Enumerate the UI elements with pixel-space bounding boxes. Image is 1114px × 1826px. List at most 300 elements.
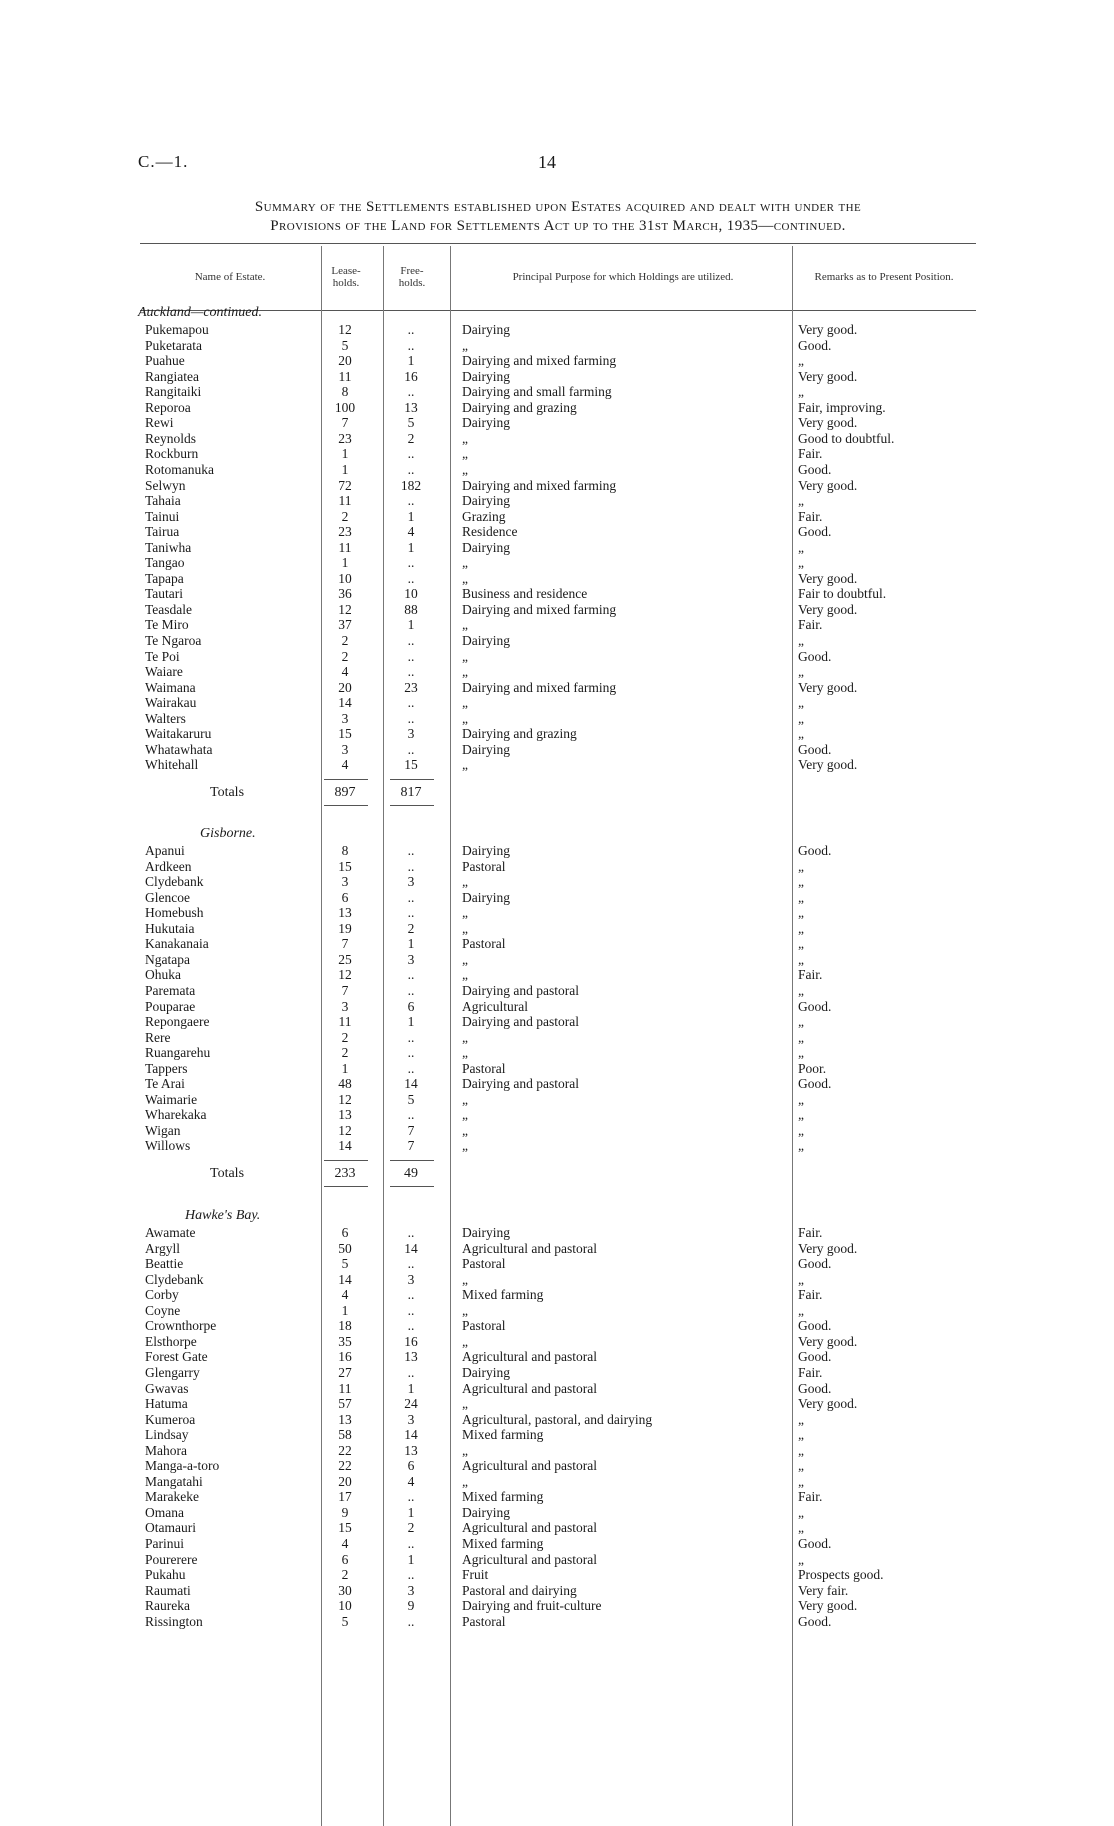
- remarks-cell: „: [798, 1411, 804, 1427]
- estate-name: Pukemapou: [145, 322, 209, 337]
- remarks-cell: Good.: [798, 1380, 832, 1396]
- estate-name: Clydebank: [145, 1271, 204, 1287]
- purpose-cell: „: [462, 1122, 468, 1138]
- header-purpose: Principal Purpose for which Holdings are utilized.: [512, 271, 734, 283]
- estate-name: Forest Gate: [145, 1349, 208, 1365]
- estate-name: Tainui: [145, 508, 180, 524]
- remarks-cell: „: [798, 951, 804, 967]
- estate-name: Mahora: [145, 1442, 187, 1458]
- estate-name: Rere: [145, 1029, 171, 1045]
- freeholds-cell: ..: [407, 1364, 415, 1380]
- section-heading: Gisborne.: [200, 826, 256, 841]
- leaseholds-cell: 23: [338, 524, 352, 540]
- estate-name: Wigan: [145, 1122, 181, 1138]
- remarks-cell: Good.: [798, 741, 832, 757]
- remarks-cell: Fair.: [798, 1489, 823, 1505]
- freeholds-cell: ..: [407, 1536, 415, 1551]
- section-heading: Auckland—continued.: [138, 305, 263, 320]
- estate-name: Elsthorpe: [145, 1333, 197, 1349]
- leaseholds-cell: 14: [338, 1138, 352, 1154]
- totals-rule: [390, 779, 434, 780]
- freeholds-cell: ..: [407, 1302, 415, 1318]
- freeholds-cell: ..: [407, 1287, 415, 1303]
- freeholds-cell: 5: [407, 1091, 415, 1107]
- purpose-cell: „: [462, 951, 468, 967]
- freeholds-cell: 6: [407, 998, 415, 1014]
- remarks-cell: „: [798, 633, 804, 648]
- leaseholds-cell: 6: [341, 889, 349, 905]
- leaseholds-cell: 4: [341, 664, 349, 680]
- remarks-cell: Fair to doubtful.: [798, 586, 887, 602]
- leaseholds-cell: 2: [341, 1029, 349, 1045]
- purpose-cell: Dairying: [462, 633, 510, 648]
- leaseholds-cell: 8: [341, 384, 349, 400]
- remarks-cell: Very good.: [798, 477, 858, 493]
- freeholds-cell: ..: [407, 1318, 415, 1334]
- remarks-cell: Good.: [798, 1536, 832, 1551]
- purpose-cell: „: [462, 337, 468, 353]
- totals-free: 49: [404, 1166, 418, 1181]
- leaseholds-cell: 18: [338, 1318, 352, 1334]
- remarks-cell: „: [798, 1504, 804, 1520]
- purpose-cell: „: [462, 710, 468, 726]
- freeholds-cell: 13: [404, 399, 418, 415]
- remarks-cell: „: [798, 874, 804, 890]
- leaseholds-cell: 17: [338, 1489, 352, 1505]
- estate-name: Tahaia: [145, 493, 181, 509]
- purpose-cell: „: [462, 1473, 468, 1489]
- leaseholds-cell: 100: [334, 399, 356, 415]
- leaseholds-cell: 4: [341, 1536, 349, 1551]
- purpose-cell: Dairying: [462, 539, 510, 555]
- purpose-cell: Dairying: [462, 322, 510, 337]
- purpose-cell: Pastoral: [462, 1613, 506, 1629]
- leaseholds-cell: 30: [338, 1582, 352, 1598]
- remarks-cell: Prospects good.: [798, 1567, 884, 1583]
- purpose-cell: „: [462, 617, 468, 633]
- purpose-cell: „: [462, 555, 468, 571]
- purpose-cell: „: [462, 1107, 468, 1123]
- remarks-cell: Good.: [798, 1349, 832, 1365]
- purpose-cell: „: [462, 905, 468, 921]
- freeholds-cell: 3: [407, 874, 415, 890]
- estate-name: Whatawhata: [145, 741, 213, 757]
- totals-rule: [324, 805, 368, 806]
- freeholds-cell: 1: [407, 539, 415, 555]
- leaseholds-cell: 2: [341, 508, 349, 524]
- remarks-cell: „: [798, 493, 804, 509]
- remarks-cell: Very good.: [798, 570, 858, 586]
- freeholds-cell: 2: [407, 1520, 415, 1536]
- remarks-cell: „: [798, 1427, 804, 1443]
- leaseholds-cell: 25: [338, 951, 352, 967]
- remarks-cell: Fair.: [798, 446, 823, 462]
- freeholds-cell: ..: [407, 967, 415, 983]
- freeholds-cell: 16: [404, 1333, 418, 1349]
- freeholds-cell: ..: [407, 461, 415, 477]
- estate-name: Reynolds: [145, 430, 197, 446]
- estate-name: Te Ngaroa: [145, 633, 202, 648]
- purpose-cell: „: [462, 1333, 468, 1349]
- leaseholds-cell: 27: [338, 1364, 352, 1380]
- purpose-cell: Dairying: [462, 1504, 510, 1520]
- leaseholds-cell: 2: [341, 1045, 349, 1061]
- purpose-cell: Dairying: [462, 741, 510, 757]
- remarks-cell: Very good.: [798, 1333, 858, 1349]
- freeholds-cell: 1: [407, 1551, 415, 1567]
- estate-name: Apanui: [145, 843, 185, 858]
- remarks-cell: „: [798, 1029, 804, 1045]
- freeholds-cell: ..: [407, 741, 415, 757]
- leaseholds-cell: 10: [338, 570, 352, 586]
- leaseholds-cell: 1: [341, 446, 349, 462]
- freeholds-cell: 23: [404, 679, 418, 695]
- remarks-cell: Good.: [798, 1076, 832, 1092]
- leaseholds-cell: 11: [338, 1380, 352, 1396]
- leaseholds-cell: 20: [338, 353, 352, 369]
- freeholds-cell: 5: [407, 415, 415, 431]
- estate-name: Raureka: [145, 1598, 190, 1614]
- leaseholds-cell: 22: [338, 1458, 352, 1474]
- leaseholds-cell: 22: [338, 1442, 352, 1458]
- estate-name: Tapapa: [145, 570, 184, 586]
- remarks-cell: Very good.: [798, 1240, 858, 1256]
- purpose-cell: Dairying: [462, 415, 510, 431]
- estate-name: Ohuka: [145, 967, 181, 983]
- freeholds-cell: ..: [407, 384, 415, 400]
- totals-rule: [390, 1160, 434, 1161]
- table-top-rule: [140, 243, 976, 244]
- remarks-cell: „: [798, 905, 804, 921]
- freeholds-cell: 3: [407, 1582, 415, 1598]
- remarks-cell: „: [798, 353, 804, 369]
- purpose-cell: Fruit: [462, 1567, 489, 1583]
- leaseholds-cell: 20: [338, 679, 352, 695]
- section-heading: Hawke's Bay.: [185, 1208, 261, 1223]
- remarks-cell: „: [798, 1122, 804, 1138]
- purpose-cell: Pastoral: [462, 858, 506, 874]
- freeholds-cell: ..: [407, 982, 415, 998]
- estate-name: Coyne: [145, 1302, 181, 1318]
- estate-name: Te Arai: [145, 1076, 185, 1092]
- freeholds-cell: 1: [407, 1380, 415, 1396]
- remarks-cell: „: [798, 1551, 804, 1567]
- purpose-cell: Dairying and mixed farming: [462, 601, 617, 617]
- remarks-cell: „: [798, 1473, 804, 1489]
- purpose-cell: Dairying and small farming: [462, 384, 612, 400]
- leaseholds-cell: 4: [341, 757, 349, 773]
- leaseholds-cell: 3: [341, 998, 349, 1014]
- freeholds-cell: ..: [407, 648, 415, 664]
- freeholds-cell: 9: [407, 1598, 415, 1614]
- estate-name: Puahue: [145, 353, 185, 369]
- freeholds-cell: 3: [407, 1271, 415, 1287]
- remarks-cell: „: [798, 384, 804, 400]
- estate-name: Kanakanaia: [145, 936, 209, 952]
- leaseholds-cell: 5: [341, 337, 349, 353]
- remarks-cell: „: [798, 858, 804, 874]
- purpose-cell: „: [462, 1302, 468, 1318]
- estate-name: Rissington: [145, 1613, 203, 1629]
- freeholds-cell: ..: [407, 322, 415, 337]
- purpose-cell: Agricultural and pastoral: [462, 1520, 597, 1536]
- purpose-cell: Business and residence: [462, 586, 588, 602]
- freeholds-cell: 88: [404, 601, 418, 617]
- remarks-cell: „: [798, 1014, 804, 1030]
- remarks-cell: „: [798, 664, 804, 680]
- leaseholds-cell: 36: [338, 586, 352, 602]
- title-line-1: Summary of the Settlements established upon Estates acquired and dealt with under the: [254, 199, 862, 215]
- remarks-cell: „: [798, 936, 804, 952]
- remarks-cell: „: [798, 555, 804, 571]
- totals-rule: [390, 805, 434, 806]
- purpose-cell: „: [462, 1091, 468, 1107]
- remarks-cell: „: [798, 726, 804, 742]
- leaseholds-cell: 48: [338, 1076, 352, 1092]
- freeholds-cell: 6: [407, 1458, 415, 1474]
- remarks-cell: „: [798, 1442, 804, 1458]
- estate-name: Te Poi: [145, 648, 180, 664]
- purpose-cell: „: [462, 648, 468, 664]
- leaseholds-cell: 9: [341, 1504, 349, 1520]
- header-bottom-rule: [140, 310, 976, 311]
- leaseholds-cell: 1: [341, 555, 349, 571]
- estate-name: Willows: [145, 1138, 191, 1154]
- purpose-cell: Dairying: [462, 493, 510, 509]
- leaseholds-cell: 19: [338, 920, 352, 936]
- leaseholds-cell: 23: [338, 430, 352, 446]
- freeholds-cell: ..: [407, 843, 415, 858]
- freeholds-cell: 1: [407, 617, 415, 633]
- remarks-cell: „: [798, 920, 804, 936]
- purpose-cell: Agricultural and pastoral: [462, 1458, 597, 1474]
- freeholds-cell: ..: [407, 337, 415, 353]
- freeholds-cell: 1: [407, 936, 415, 952]
- estate-name: Waitakaruru: [145, 726, 212, 742]
- leaseholds-cell: 3: [341, 874, 349, 890]
- purpose-cell: Dairying: [462, 368, 510, 384]
- leaseholds-cell: 15: [338, 858, 352, 874]
- purpose-cell: Dairying and mixed farming: [462, 679, 617, 695]
- freeholds-cell: 24: [404, 1396, 418, 1412]
- purpose-cell: Pastoral and dairying: [462, 1582, 577, 1598]
- purpose-cell: Dairying: [462, 1225, 510, 1240]
- purpose-cell: Agricultural and pastoral: [462, 1551, 597, 1567]
- purpose-cell: Pastoral: [462, 936, 506, 952]
- remarks-cell: „: [798, 539, 804, 555]
- freeholds-cell: 1: [407, 353, 415, 369]
- totals-rule: [390, 1186, 434, 1187]
- purpose-cell: Agricultural and pastoral: [462, 1240, 597, 1256]
- remarks-cell: Very good.: [798, 1396, 858, 1412]
- totals-label: Totals: [210, 1166, 245, 1181]
- freeholds-cell: 13: [404, 1349, 418, 1365]
- purpose-cell: „: [462, 967, 468, 983]
- freeholds-cell: ..: [407, 905, 415, 921]
- purpose-cell: Mixed farming: [462, 1536, 544, 1551]
- freeholds-cell: ..: [407, 1107, 415, 1123]
- remarks-cell: Fair.: [798, 508, 823, 524]
- leaseholds-cell: 11: [338, 1014, 352, 1030]
- leaseholds-cell: 5: [341, 1613, 349, 1629]
- leaseholds-cell: 72: [338, 477, 352, 493]
- purpose-cell: Residence: [462, 524, 518, 540]
- leaseholds-cell: 57: [338, 1396, 352, 1412]
- freeholds-cell: ..: [407, 493, 415, 509]
- estate-name: Rangiatea: [145, 368, 199, 384]
- totals-rule: [324, 1186, 368, 1187]
- remarks-cell: Very good.: [798, 679, 858, 695]
- leaseholds-cell: 12: [338, 967, 352, 983]
- purpose-cell: Dairying: [462, 1364, 510, 1380]
- remarks-cell: Fair.: [798, 1225, 823, 1240]
- purpose-cell: Agricultural, pastoral, and dairying: [462, 1411, 653, 1427]
- purpose-cell: Mixed farming: [462, 1489, 544, 1505]
- leaseholds-cell: 12: [338, 601, 352, 617]
- estate-name: Marakeke: [145, 1489, 199, 1505]
- estate-name: Whitehall: [145, 757, 199, 773]
- estate-name: Awamate: [145, 1225, 196, 1240]
- freeholds-cell: ..: [407, 1613, 415, 1629]
- estate-name: Walters: [145, 710, 186, 726]
- estate-name: Repongaere: [145, 1014, 210, 1030]
- document-title: [140, 198, 976, 236]
- leaseholds-cell: 13: [338, 1107, 352, 1123]
- leaseholds-cell: 1: [341, 1060, 349, 1076]
- estate-name: Parinui: [145, 1536, 184, 1551]
- leaseholds-cell: 13: [338, 905, 352, 921]
- leaseholds-cell: 12: [338, 322, 352, 337]
- leaseholds-cell: 10: [338, 1598, 352, 1614]
- leaseholds-cell: 8: [341, 843, 349, 858]
- leaseholds-cell: 2: [341, 633, 349, 648]
- leaseholds-cell: 7: [341, 415, 349, 431]
- freeholds-cell: 2: [407, 920, 415, 936]
- leaseholds-cell: 6: [341, 1225, 349, 1240]
- freeholds-cell: ..: [407, 1489, 415, 1505]
- totals-rule: [324, 1160, 368, 1161]
- remarks-cell: Poor.: [798, 1060, 827, 1076]
- leaseholds-cell: 50: [338, 1240, 352, 1256]
- header-remarks: Remarks as to Present Position.: [814, 271, 954, 283]
- remarks-cell: „: [798, 695, 804, 711]
- estate-name: Pouparae: [145, 998, 196, 1014]
- leaseholds-cell: 1: [341, 1302, 349, 1318]
- purpose-cell: Pastoral: [462, 1256, 506, 1272]
- freeholds-cell: 13: [404, 1442, 418, 1458]
- estate-name: Waimarie: [145, 1091, 198, 1107]
- totals-rule: [324, 779, 368, 780]
- estate-name: Pukahu: [145, 1567, 186, 1583]
- freeholds-cell: 1: [407, 508, 415, 524]
- estate-name: Manga-a-toro: [145, 1458, 220, 1474]
- leaseholds-cell: 20: [338, 1473, 352, 1489]
- remarks-cell: Fair.: [798, 1364, 823, 1380]
- estate-name: Waiare: [145, 664, 183, 680]
- estate-name: Rockburn: [145, 446, 199, 462]
- estate-name: Selwyn: [145, 477, 186, 493]
- estate-name: Glencoe: [145, 889, 190, 905]
- freeholds-cell: 7: [407, 1122, 415, 1138]
- estate-name: Wairakau: [145, 695, 197, 711]
- freeholds-cell: 182: [400, 477, 422, 493]
- remarks-cell: Very good.: [798, 322, 858, 337]
- freeholds-cell: 3: [407, 1411, 415, 1427]
- estate-name: Tappers: [145, 1060, 188, 1076]
- freeholds-cell: ..: [407, 446, 415, 462]
- purpose-cell: Dairying and mixed farming: [462, 477, 617, 493]
- remarks-cell: Fair.: [798, 967, 823, 983]
- header-freeholds: Free-holds.: [398, 265, 426, 289]
- freeholds-cell: 7: [407, 1138, 415, 1154]
- estate-name: Beattie: [145, 1256, 184, 1272]
- remarks-cell: „: [798, 1045, 804, 1061]
- freeholds-cell: 3: [407, 726, 415, 742]
- remarks-cell: „: [798, 982, 804, 998]
- estate-name: Wharekaka: [145, 1107, 207, 1123]
- remarks-cell: „: [798, 1138, 804, 1154]
- purpose-cell: „: [462, 1271, 468, 1287]
- purpose-cell: „: [462, 1396, 468, 1412]
- purpose-cell: „: [462, 461, 468, 477]
- purpose-cell: Dairying and pastoral: [462, 1076, 579, 1092]
- freeholds-cell: 4: [407, 524, 415, 540]
- leaseholds-cell: 14: [338, 1271, 352, 1287]
- freeholds-cell: 10: [404, 586, 418, 602]
- purpose-cell: Dairying: [462, 843, 510, 858]
- remarks-cell: Good.: [798, 843, 832, 858]
- leaseholds-cell: 6: [341, 1551, 349, 1567]
- freeholds-cell: 15: [404, 757, 418, 773]
- purpose-cell: Agricultural and pastoral: [462, 1349, 597, 1365]
- purpose-cell: „: [462, 570, 468, 586]
- estate-name: Puketarata: [145, 337, 202, 353]
- purpose-cell: „: [462, 430, 468, 446]
- remarks-cell: „: [798, 1107, 804, 1123]
- freeholds-cell: ..: [407, 1567, 415, 1583]
- remarks-cell: Very fair.: [798, 1582, 849, 1598]
- leaseholds-cell: 35: [338, 1333, 352, 1349]
- leaseholds-cell: 2: [341, 648, 349, 664]
- estate-name: Pourerere: [145, 1551, 198, 1567]
- estate-name: Rangitaiki: [145, 384, 202, 400]
- estate-name: Tautari: [145, 586, 184, 602]
- estate-name: Hukutaia: [145, 920, 195, 936]
- purpose-cell: „: [462, 695, 468, 711]
- leaseholds-cell: 12: [338, 1091, 352, 1107]
- estate-name: Raumati: [145, 1582, 191, 1598]
- purpose-cell: Dairying and pastoral: [462, 1014, 579, 1030]
- estate-name: Reporoa: [145, 399, 191, 415]
- estate-name: Rewi: [145, 415, 174, 431]
- purpose-cell: „: [462, 920, 468, 936]
- column-divider: [450, 246, 451, 1826]
- leaseholds-cell: 3: [341, 710, 349, 726]
- purpose-cell: Mixed farming: [462, 1427, 544, 1443]
- freeholds-cell: 2: [407, 430, 415, 446]
- leaseholds-cell: 11: [338, 368, 352, 384]
- estate-name: Waimana: [145, 679, 196, 695]
- leaseholds-cell: 15: [338, 1520, 352, 1536]
- estate-name: Tairua: [145, 524, 180, 540]
- estate-name: Gwavas: [145, 1380, 189, 1396]
- purpose-cell: „: [462, 1442, 468, 1458]
- purpose-cell: „: [462, 757, 468, 773]
- purpose-cell: Dairying and grazing: [462, 726, 577, 742]
- remarks-cell: Very good.: [798, 1598, 858, 1614]
- remarks-cell: „: [798, 1271, 804, 1287]
- remarks-cell: Fair.: [798, 1287, 823, 1303]
